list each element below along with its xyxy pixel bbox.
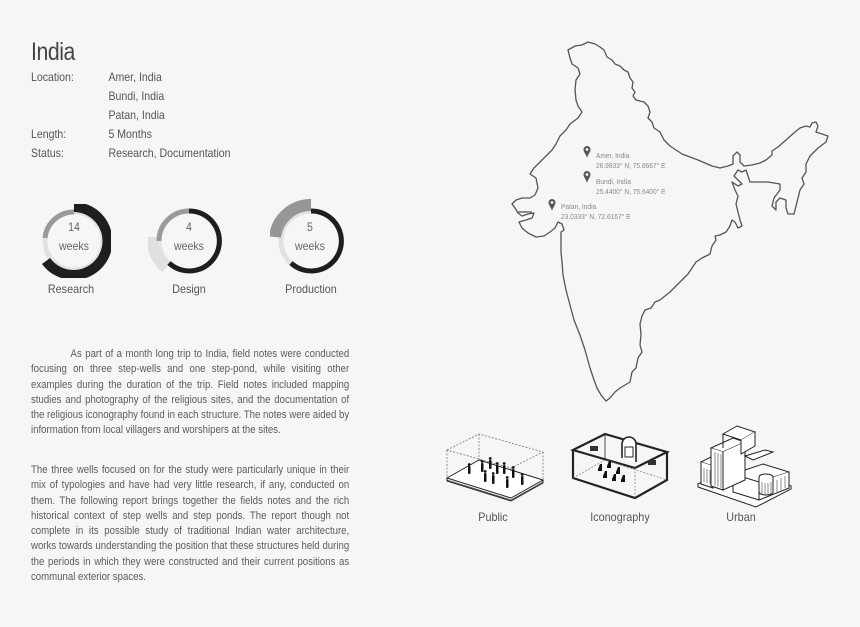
location-value-1: Amer, India	[108, 70, 162, 84]
location-label: Location:	[31, 70, 74, 84]
pin-icon-bundi[interactable]	[584, 171, 591, 183]
status-value: Research, Documentation	[108, 146, 231, 160]
location-value-2: Bundi, India	[108, 89, 165, 103]
research-unit: weeks	[59, 239, 89, 253]
status-label: Status:	[31, 146, 64, 160]
marker-label-amer	[596, 151, 666, 171]
length-value: 5 Months	[108, 127, 152, 141]
research-number: 14	[68, 220, 80, 234]
india-outline	[512, 42, 828, 401]
pin-icon-amer[interactable]	[584, 146, 591, 158]
urban-label: Urban	[726, 510, 756, 524]
pin-icon-patan[interactable]	[549, 199, 556, 211]
production-label: Production	[285, 282, 337, 296]
urban-building-icon	[693, 422, 793, 510]
public-space-icon	[445, 432, 545, 507]
design-unit: weeks	[174, 239, 204, 253]
marker-label-patan	[561, 202, 631, 222]
marker-name: Patan, India	[561, 202, 597, 211]
production-unit: weeks	[295, 239, 325, 253]
page-title: India	[31, 38, 75, 66]
paragraph-2: The three wells focused on for the study were particularly unique in their mix of typologies and have had very little research, if any, conducted on them. The following report brings together the fields notes and the rich historical context of step wells and step ponds. The report though not complete in its possible study of traditional Indian water architecture, works towards understanding the position that these structures held during the periods in which they were constructed and their current positions as communal exterior spaces.	[31, 464, 350, 584]
location-value-3: Patan, India	[108, 108, 165, 122]
marker-coords: 26.9833° N, 75.8667° E	[596, 161, 666, 170]
public-label: Public	[478, 510, 508, 524]
iconography-icon	[570, 432, 670, 507]
paragraph-1: As part of a month long trip to India, field notes were conducted focusing on three step-wells and one step-pond, while visiting other examples during the duration of the trip. Field notes included mapping studies and photography of the religious sites, and the documentation of the religious iconography found in each structure. The notes were aided by information from local villagers and worshipers at the sites.	[31, 348, 350, 437]
marker-name: Amer, India	[596, 151, 630, 160]
design-label: Design	[172, 282, 206, 296]
marker-coords: 25.4400° N, 75.6400° E	[596, 187, 666, 196]
marker-label-bundi	[596, 177, 666, 197]
marker-coords: 23.0333° N, 72.6167° E	[561, 212, 631, 221]
research-label: Research	[47, 282, 95, 296]
marker-name: Bundi, India	[596, 177, 631, 186]
production-number: 5	[307, 220, 313, 234]
design-number: 4	[186, 220, 192, 234]
length-label: Length:	[31, 127, 67, 141]
iconography-label: Iconography	[590, 510, 650, 524]
